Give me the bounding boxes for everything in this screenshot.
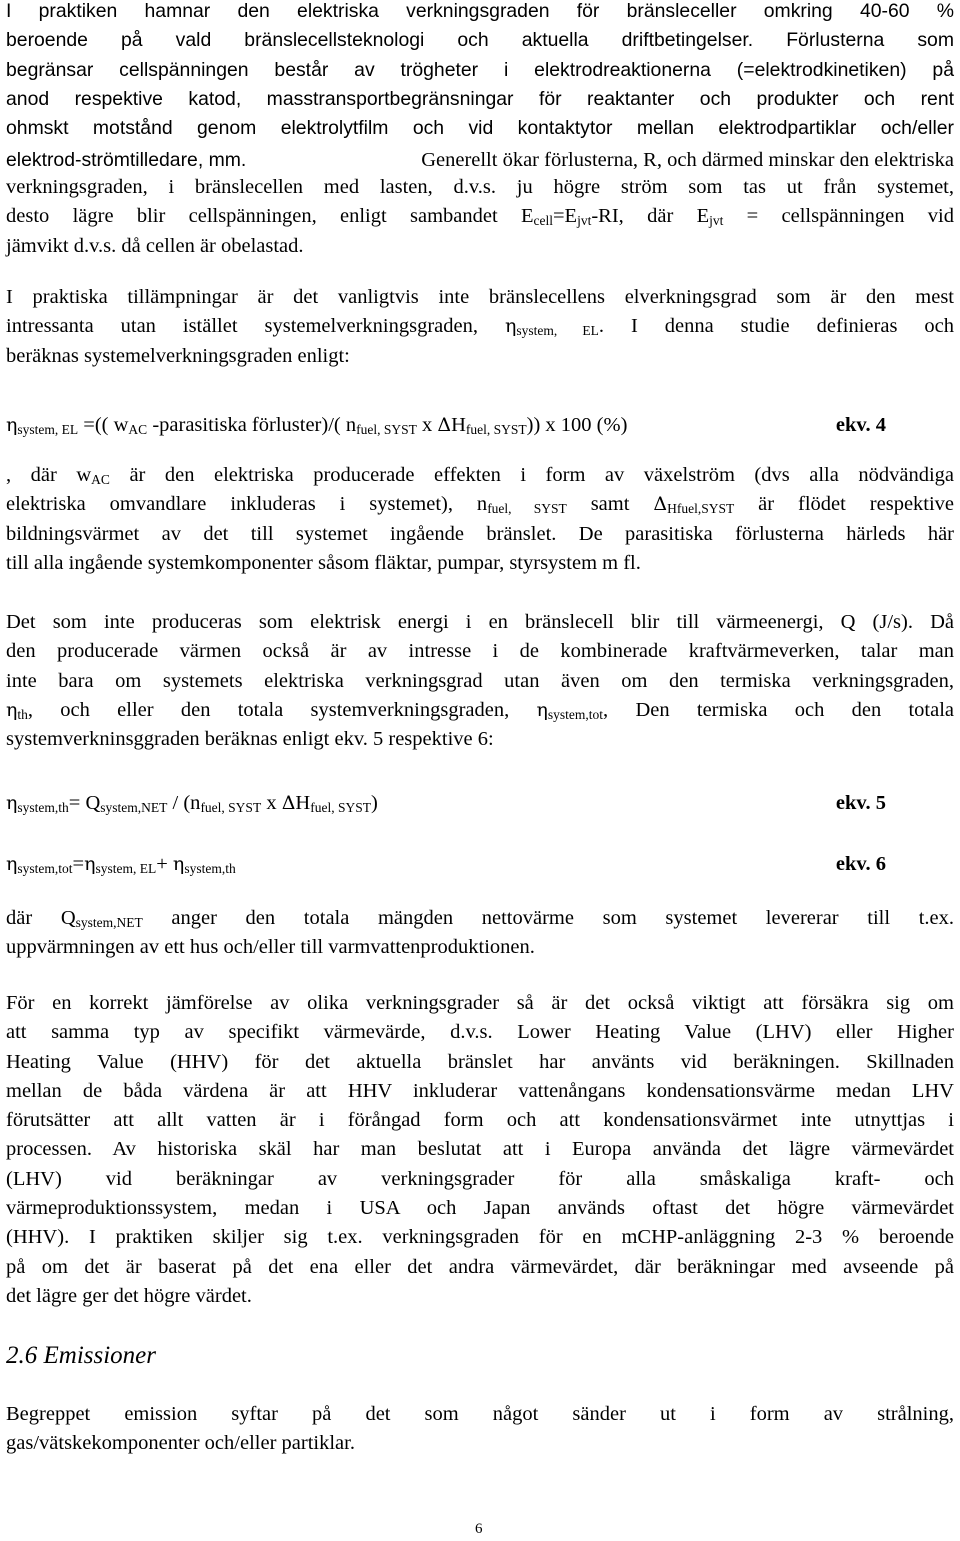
equation-5: $\eta_{system,th}= Q_{system,NET} / (n_{fuel, SYST}$ x $\Delta H_{fuel, SYST}$) ekv. 5 <box>6 788 954 818</box>
text-line: processen. Av historiska skäl har man beslutat att i Europa använda det lägre värmevärdet <box>6 1138 954 1161</box>
text-line: beroende på vald bränslecellsteknologi och aktuella driftbetingelser. Förlusterna som <box>6 29 954 52</box>
text-line: , där $w_{AC}$ är den elektriska producerade effekten i form av växelström (dvs alla nödvändiga <box>6 464 954 487</box>
paragraph-definitions <box>6 464 954 581</box>
text-line: elektriska omvandlare inkluderas i systemet), $n_{fuel, SYST}$ samt $\Delta_{Hfuel,SYST}$ är flödet respektive <box>6 493 955 517</box>
text-line: förutsätter att allt vatten är i förångad form och att kondensationsvärmet inte utnyttjas i <box>6 1109 954 1132</box>
text-line: Heating Value (HHV) för det aktuella bränslet har använts vid beräkningen. Skillnaden <box>6 1050 954 1073</box>
equation-label: ekv. 4 <box>835 414 886 436</box>
text-line: ohmskt motstånd genom elektrolytfilm och vid kontaktytor mellan elektrodpartiklar och/eller <box>6 117 954 140</box>
paragraph-emission-definition <box>6 1403 954 1462</box>
text-line: (HHV). I praktiken skiljer sig t.ex. verkningsgraden för en mCHP-anläggning 2-3 % beroende <box>6 1226 954 1249</box>
text-line: där $Q_{system,NET}$ anger den totala mängden nettovärme som systemet levererar till t.ex. <box>6 907 954 930</box>
equation-label: ekv. 5 <box>835 792 886 814</box>
text-line: inte bara om systemets elektriska verkningsgrad utan även om den termiska verkningsgraden, <box>6 669 954 692</box>
text-line: För en korrekt jämförelse av olika verkningsgrader så är det också viktigt att försäkra sig om <box>6 992 954 1014</box>
text-fragment: elektrod-strömtilledare, mm. <box>6 149 247 171</box>
text-line: bildningsvärmet av det till systemet ingående bränslet. De parasitiska förlusterna härleds här <box>6 522 954 545</box>
paragraph-load-dependence <box>6 176 954 264</box>
text-line: till alla ingående systemkomponenter såsom fläktar, pumpar, styrsystem m fl. <box>6 551 641 574</box>
page-number: 6 <box>475 1521 483 1537</box>
text-line: anod respektive katod, masstransportbegränsningar för reaktanter och produkter och rent <box>6 87 954 110</box>
text-line: I praktiken hamnar den elektriska verkningsgraden för bränsleceller omkring 40-60 % <box>6 0 954 22</box>
paragraph-thermal-efficiency <box>6 611 954 757</box>
text-line: på om det är baserat på det ena eller det andra värmevärdet, där beräkningar med avseende på <box>6 1255 954 1278</box>
text-line: gas/vätskekomponenter och/eller partiklar. <box>6 1432 355 1455</box>
paragraph-heating-value <box>6 992 954 1314</box>
text-line: beräknas systemelverkningsgraden enligt: <box>6 344 350 367</box>
text-line: verkningsgraden, i bränslecellen med lasten, d.v.s. ju högre ström som tas ut från systemet, <box>6 176 954 198</box>
text-line: Begreppet emission syftar på det som något sänder ut i form av strålning, <box>6 1403 954 1425</box>
text-line-mixed <box>6 146 954 175</box>
text-line: jämvikt d.v.s. då cellen är obelastad. <box>6 234 304 257</box>
text-fragment: Generellt ökar förlusterna, R, och därmed minskar den elektriska <box>421 149 954 171</box>
paragraph-system-efficiency <box>6 286 954 374</box>
equation-4: $\eta_{system, EL}$ =(( $w_{AC}$ -parasitiska förluster)/( $n_{fuel, SYST}$ x $\Delta H_{fuel, SYST}$)) x 100 (%) ekv. 4 <box>6 410 954 440</box>
section-heading: 2.6 Emissioner <box>6 1342 156 1369</box>
text-line: uppvärmningen av ett hus och/eller till varmvattenproduktionen. <box>6 936 535 959</box>
text-line: (LHV) vid beräkningar av verkningsgrader för alla småskaliga kraft- och <box>6 1167 954 1190</box>
equation-6: $\eta_{system,tot}=\eta_{system, EL}+ \eta_{system,th}$ ekv. 6 <box>6 849 954 879</box>
text-line: begränsar cellspänningen består av trögheter i elektrodreaktionerna (=elektrodkinetiken) på <box>6 58 954 81</box>
text-line: värmeproduktionssystem, medan i USA och Japan används oftast det högre värmevärdet <box>6 1197 954 1220</box>
text-line: Det som inte produceras som elektrisk energi i en bränslecell blir till värmeenergi, Q (J/s). Då <box>6 611 954 633</box>
text-line: den producerade värmen också är av intresse i de kombinerade kraftvärmeverken, talar man <box>6 640 954 663</box>
text-line: mellan de båda värdena är att HHV inkluderar vattenångans kondensationsvärme medan LHV <box>6 1079 954 1102</box>
text-line: I praktiska tillämpningar är det vanligtvis inte bränslecellens elverkningsgrad som är den mest <box>6 286 954 308</box>
text-line: det lägre ger det högre värdet. <box>6 1284 252 1307</box>
paragraph-net-heat <box>6 907 954 966</box>
text-line: att samma typ av specifikt värmevärde, d.v.s. Lower Heating Value (LHV) eller Higher <box>6 1021 954 1044</box>
equation-label: ekv. 6 <box>835 853 886 875</box>
paragraph-efficiency-losses <box>6 0 954 146</box>
text-line: systemverkninsggraden beräknas enligt ekv. 5 respektive 6: <box>6 728 494 751</box>
text-line-cell-voltage: desto lägre blir cellspänningen, enligt sambandet $E_{cell}=E_{jvt}-RI$, där $E_{jvt}$ = cellspänningen vid <box>6 205 954 229</box>
text-line: $\eta_{th}$, och eller den totala systemverkningsgraden, $\eta_{system,tot}$, Den termiska och den totala <box>6 698 955 722</box>
text-line: intressanta utan istället systemelverkningsgraden, $\eta_{system, EL}$. I denna studie definieras och <box>6 315 954 339</box>
